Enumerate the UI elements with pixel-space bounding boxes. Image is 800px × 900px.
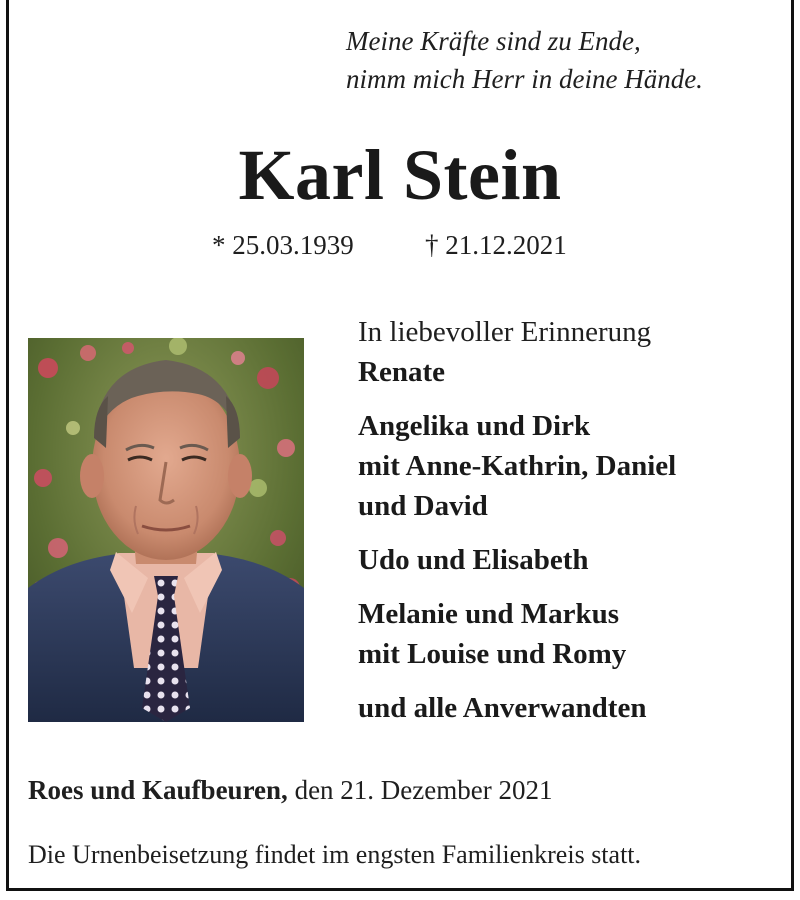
mourner-line: Angelika und Dirk — [358, 410, 591, 442]
portrait-photo — [28, 338, 304, 722]
place-and-date — [28, 775, 552, 806]
mourner-group — [358, 352, 788, 392]
mourner-line: Renate — [358, 356, 445, 388]
mourner-line: Udo und Elisabeth — [358, 544, 589, 576]
mourner-line: Melanie und Markus — [358, 598, 620, 630]
death-date: † 21.12.2021 — [425, 230, 567, 260]
quote-line-1: Meine Kräfte sind zu Ende, — [346, 26, 641, 56]
mourner-line: und David — [358, 490, 488, 522]
mourners-intro: In liebevoller Erinnerung — [358, 316, 652, 348]
mourner-group — [358, 688, 788, 728]
mourners-list — [358, 312, 788, 728]
date-text: den 21. Dezember 2021 — [294, 775, 553, 805]
burial-notice: Die Urnenbeisetzung findet im engsten Familienkreis statt. — [28, 840, 642, 869]
mourner-line: mit Anne-Kathrin, Daniel — [358, 450, 677, 482]
mourner-group — [358, 406, 788, 526]
birth-date: * 25.03.1939 — [212, 230, 354, 260]
memorial-quote — [346, 22, 703, 98]
mourner-line: mit Louise und Romy — [358, 638, 627, 670]
place-name: Roes und Kaufbeuren, — [28, 775, 288, 805]
mourner-line: und alle Anverwandten — [358, 692, 647, 724]
quote-line-2: nimm mich Herr in deine Hände. — [346, 64, 703, 94]
mourner-group — [358, 540, 788, 580]
mourner-group — [358, 594, 788, 674]
deceased-name: Karl Stein — [238, 135, 562, 215]
